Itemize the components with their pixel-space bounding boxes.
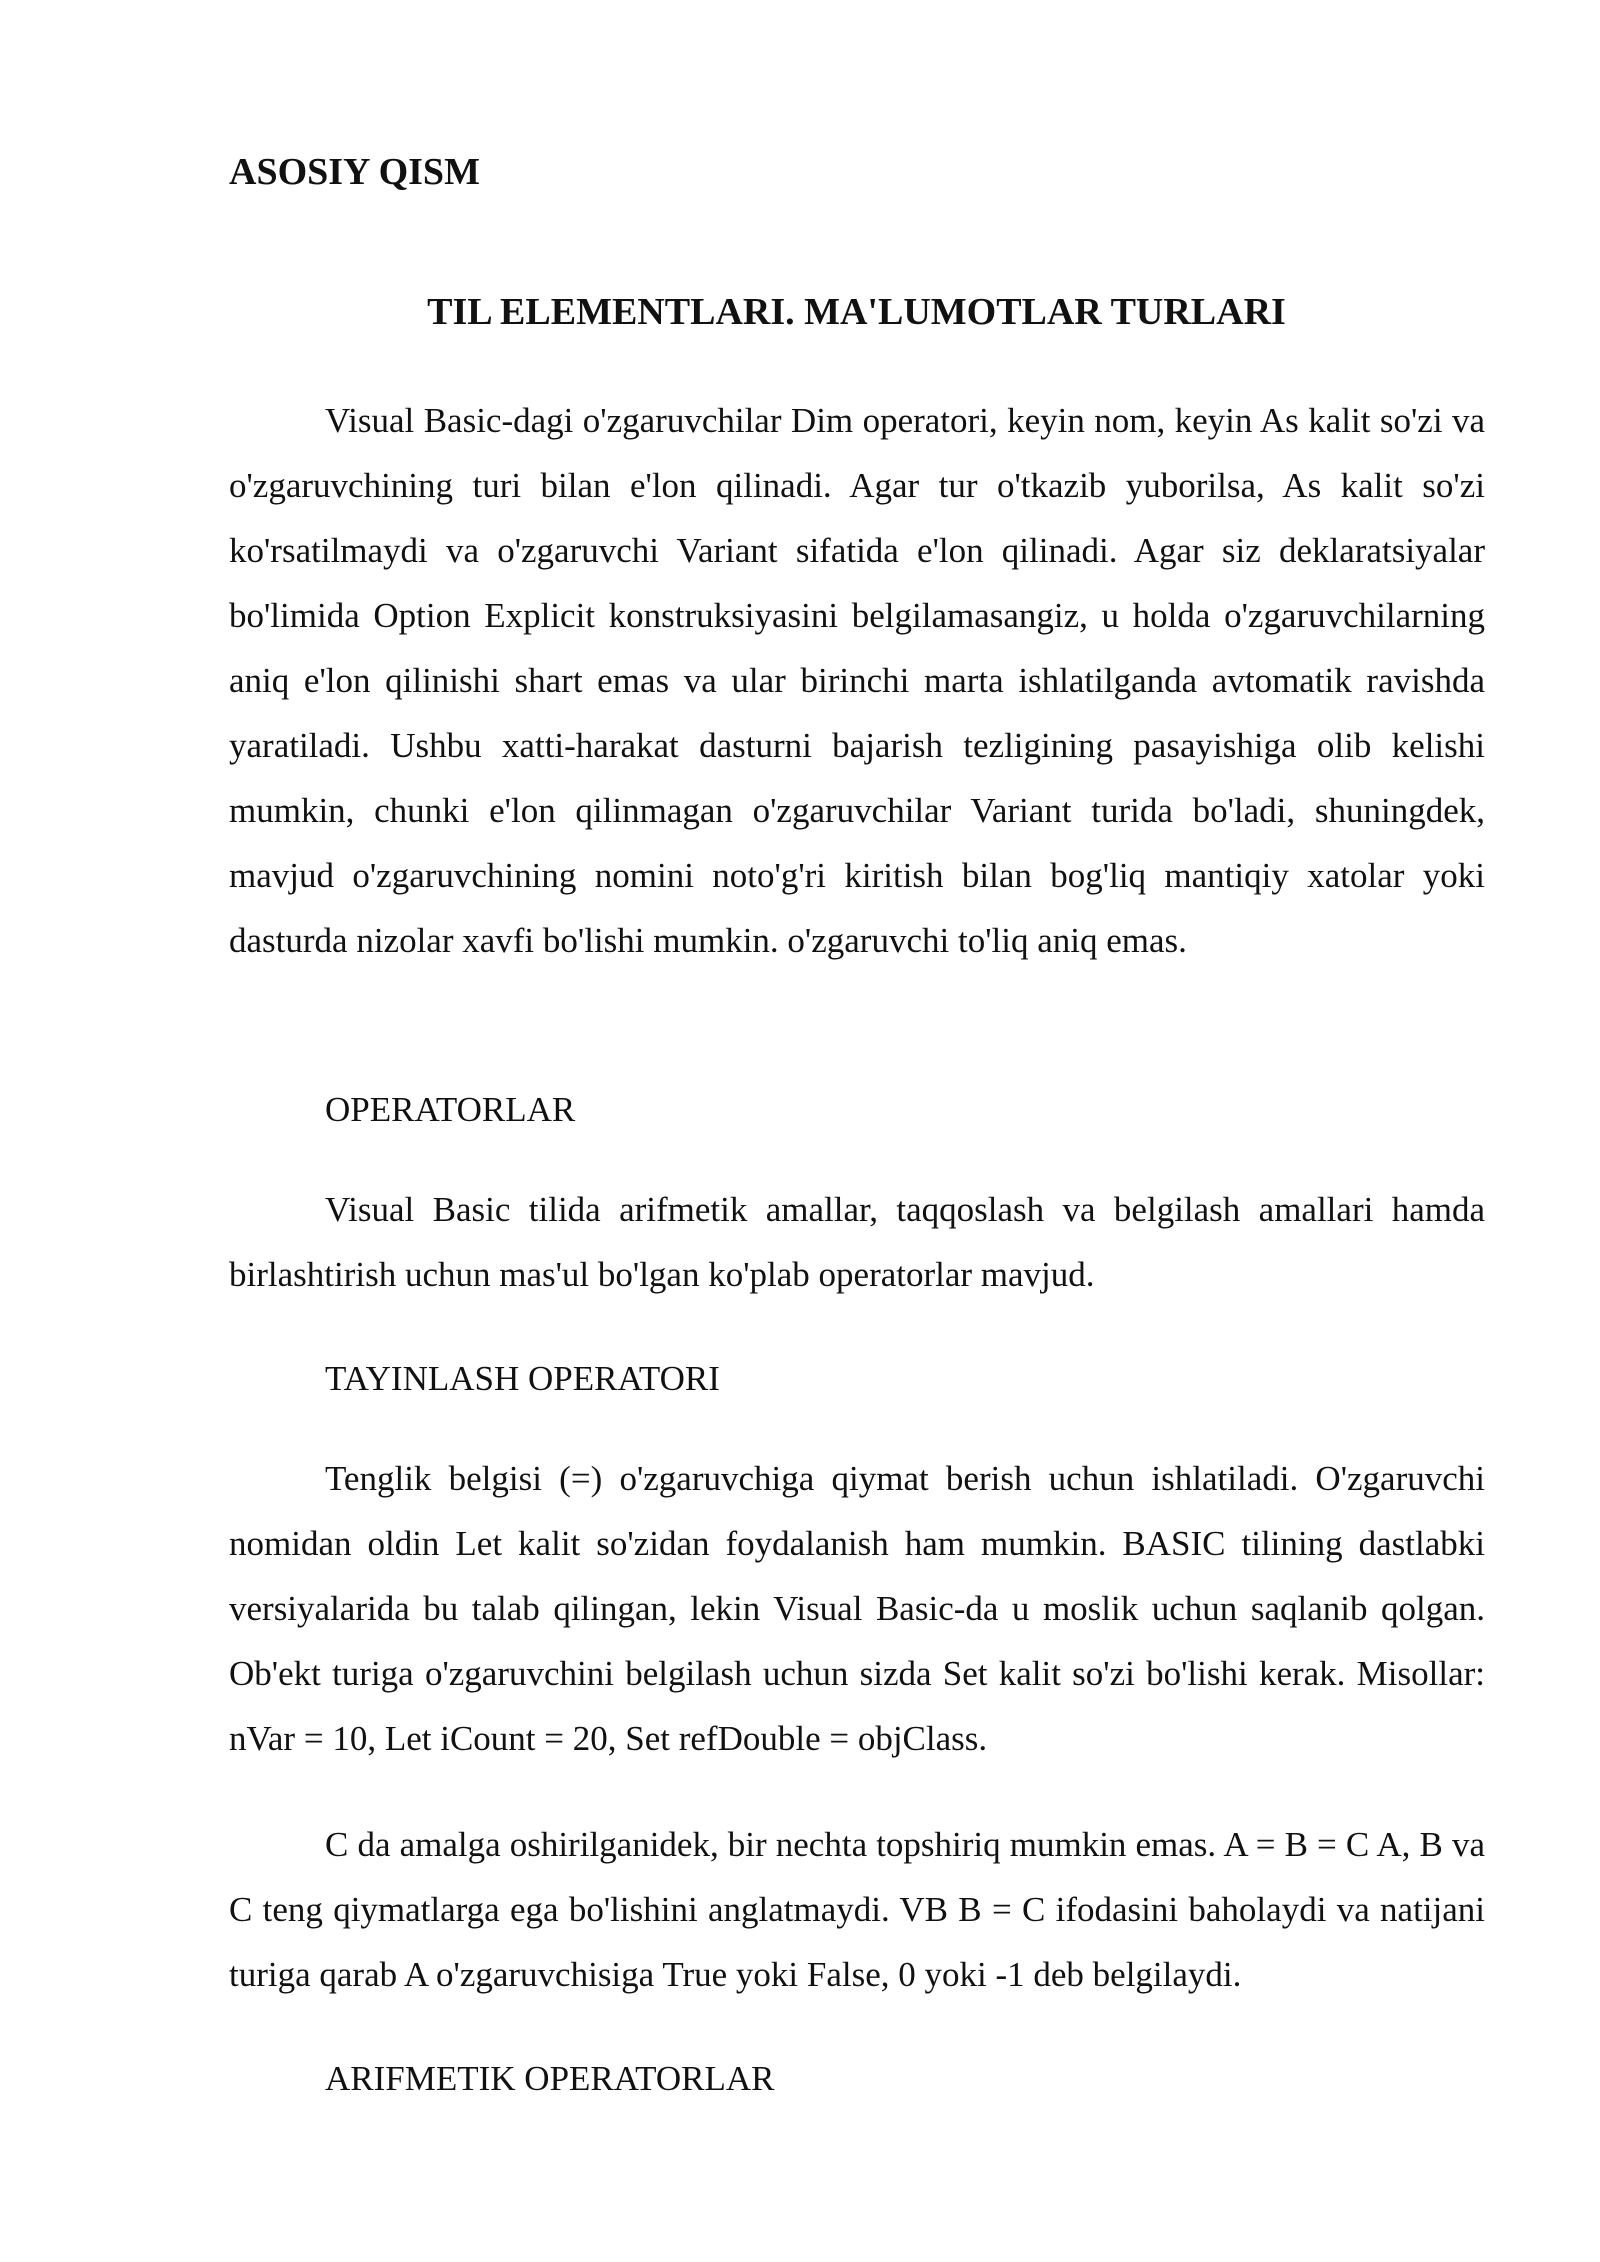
paragraph-variables: Visual Basic-dagi o'zgaruvchilar Dim operatori, keyin nom, keyin As kalit so'zi va o'zgaruvchining turi bilan e'lon qilinadi. Agar tur o'tkazib yuborilsa, As kalit so'zi ko'rsatilmaydi va o'zgaruvchi Variant sifatida e'lon qilinadi. Agar siz deklaratsiyalar bo'limida Option Explicit konstruksiyasini belgilamasangiz, u holda o'zgaruvchilarning aniq e'lon qilinishi shart emas va ular birinchi marta ishlatilganda avtomatik ravishda yaratiladi. Ushbu xatti-harakat dasturni bajarish tezligining pasayishiga olib kelishi mumkin, chunki e'lon qilinmagan o'zgaruvchilar Variant turida bo'ladi, shuningdek, mavjud o'zgaruvchining nomini noto'g'ri kiritish bilan bog'liq mantiqiy xatolar yoki dasturda nizolar xavfi bo'lishi mumkin. o'zgaruvchi to'liq aniq emas. — [229, 401, 1485, 960]
paragraph-multiple-assignment: C da amalga oshirilganidek, bir nechta topshiriq mumkin emas. A = B = C A, B va C teng qiymatlarga ega bo'lishini anglatmaydi. VB B = C ifodasini baholaydi va natijani turiga qarab A o'zgaruvchisiga True yoki False, 0 yoki -1 deb belgilaydi. — [229, 1825, 1485, 1994]
heading-arithmetic-operators: ARIFMETIK OPERATORLAR — [325, 2059, 775, 2098]
paragraph-assignment: Tenglik belgisi (=) o'zgaruvchiga qiymat berish uchun ishlatiladi. O'zgaruvchi nomidan oldin Let kalit so'zidan foydalanish ham mumkin. BASIC tilining dastlabki versiyalarida bu talab qilingan, lekin Visual Basic-da u moslik uchun saqlanib qolgan. Ob'ekt turiga o'zgaruvchini belgilash uchun sizda Set kalit so'zi bo'lishi kerak. Misollar: nVar = 10, Let iCount = 20, Set refDouble = objClass. — [229, 1459, 1485, 1758]
chapter-title: TIL ELEMENTLARI. MA'LUMOTLAR TURLARI — [427, 291, 1286, 333]
heading-assignment-operator: TAYINLASH OPERATORI — [325, 1359, 720, 1398]
heading-operators: OPERATORLAR — [325, 1090, 576, 1129]
section-title: ASOSIY QISM — [229, 151, 480, 193]
paragraph-operators: Visual Basic tilida arifmetik amallar, taqqoslash va belgilash amallari hamda birlashtirish uchun mas'ul bo'lgan ko'plab operatorlar mavjud. — [229, 1190, 1485, 1294]
